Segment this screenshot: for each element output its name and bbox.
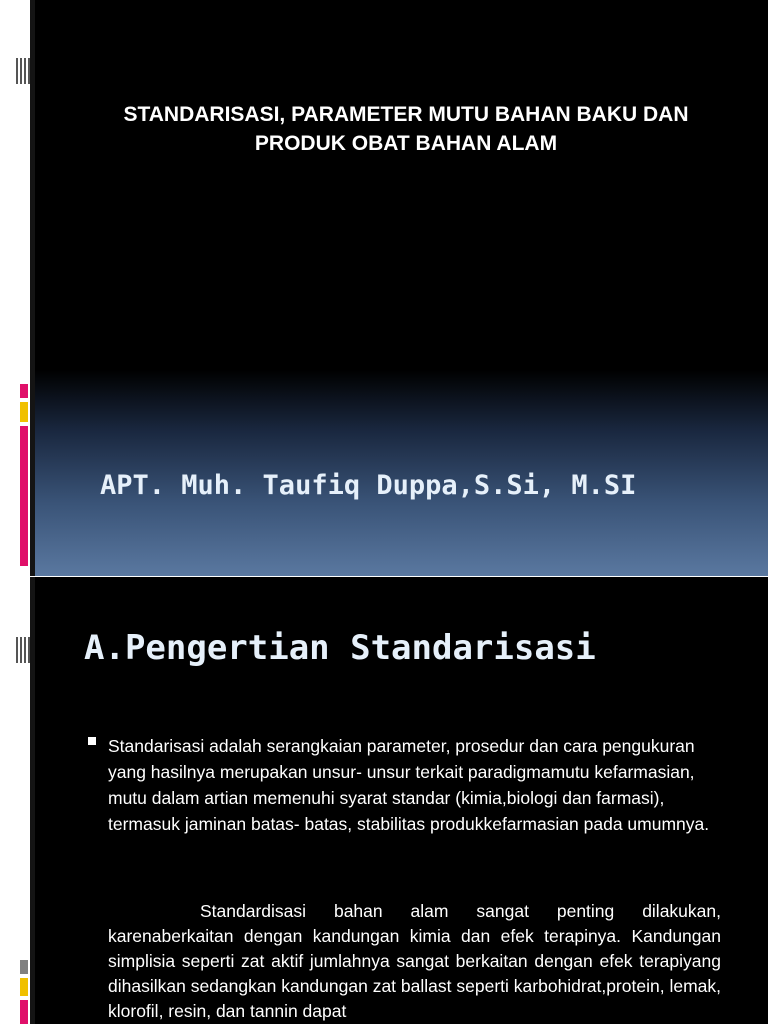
accent-yellow [20,402,28,422]
body-paragraph: Standardisasi bahan alam sangat penting dilakukan, karenaberkaitan dengan kandungan kimia dan efek terapinya. Kandungan simplisia seperti zat aktif jumlahnya sangat berkaitan dengan efek terapiyang dihasilkan sedangkan kandungan zat ballast seperti karbohidrat,protein, lemak, klorofil, resin, dan tannin dapat [108,901,721,1021]
slide-title-line1: STANDARISASI, PARAMETER MUTU BAHAN BAKU DAN [123,103,689,126]
decorative-bars [16,637,32,663]
bullet-paragraph: Standarisasi adalah serangkaian parameter, prosedur dan cara pengukuran yang hasilnya merupakan unsur- unsur terkait paradigmamutu kefarmasian, mutu dalam artian memenuhi syarat standar (kimia,biologi dan farmasi), termasuk jaminan batas- batas, stabilitas produkkefarmasian pada umumnya. [108,736,710,834]
slide-title-line2: PRODUK OBAT BAHAN ALAM [254,132,558,155]
section-heading: A.Pengertian Standarisasi [84,628,596,668]
decorative-bars [16,58,32,84]
author-name: APT. Muh. Taufiq Duppa,S.Si, M.SI [100,470,637,501]
accent-pink-top [20,384,28,398]
slide-title [60,100,752,158]
slide-left-bar [30,0,35,576]
accent-yellow [20,978,28,996]
accent-gray [20,960,28,974]
accent-pink-bar [20,1000,28,1024]
accent-pink-bar [20,426,28,566]
bullet-square-icon [88,737,96,745]
